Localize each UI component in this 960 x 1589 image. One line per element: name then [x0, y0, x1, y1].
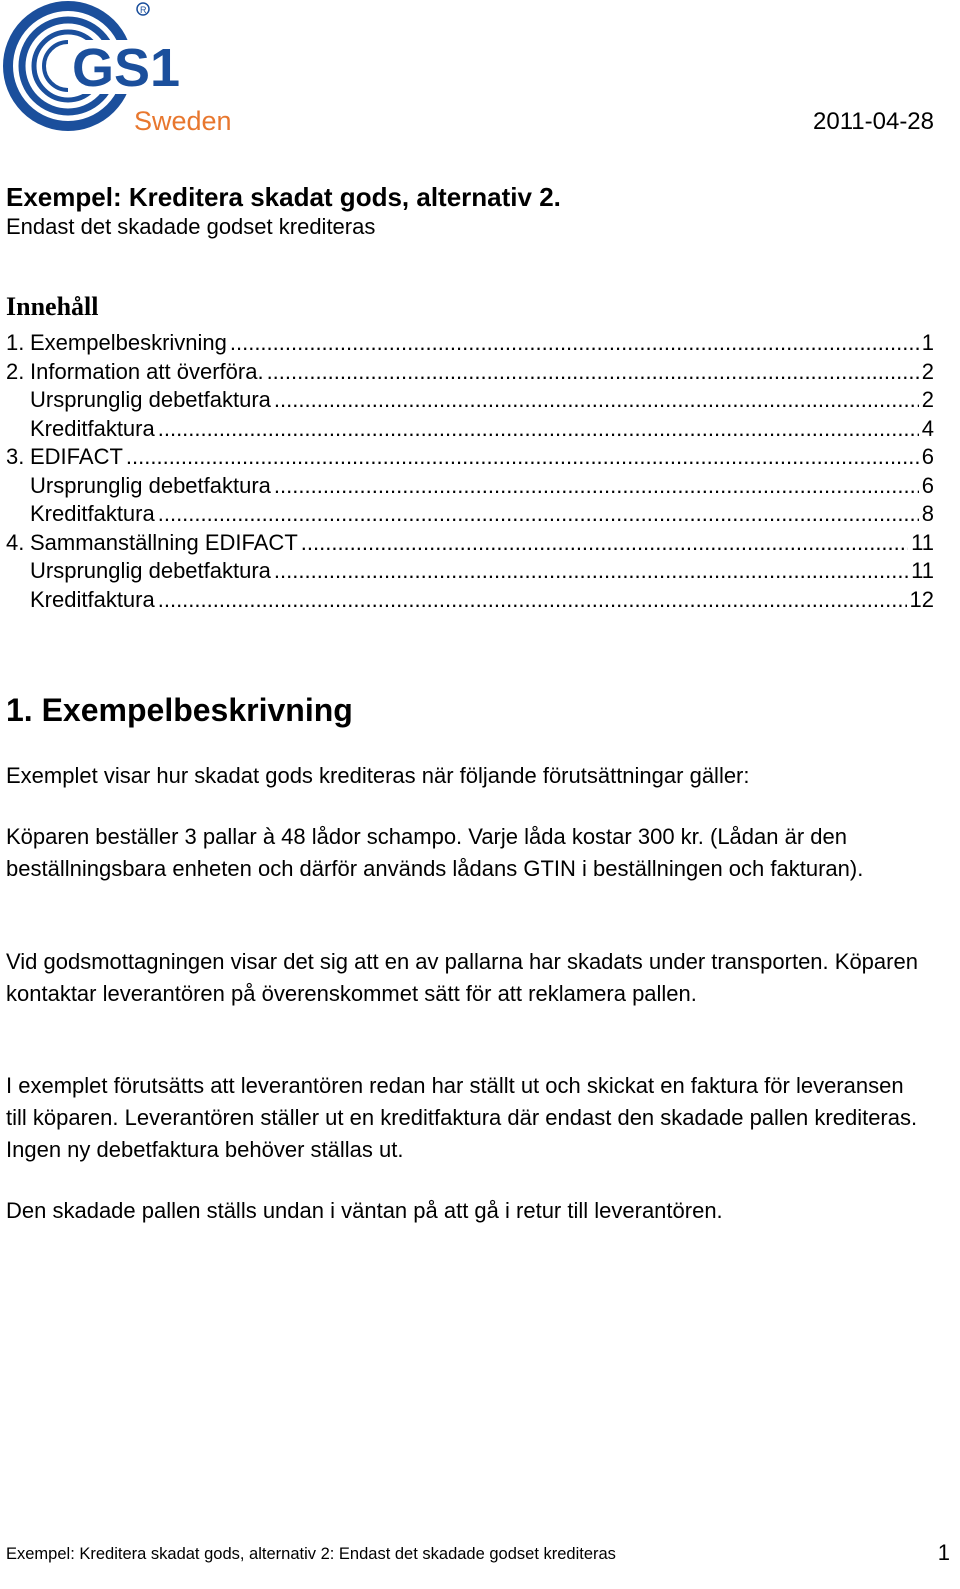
- page-number: 1: [937, 1540, 950, 1565]
- document-subtitle: Endast det skadade godset krediteras: [6, 214, 376, 239]
- toc-leader-dots: [126, 444, 919, 470]
- paragraph: Köparen beställer 3 pallar à 48 lådor schampo. Varje låda kostar 300 kr. (Lådan är den beställningsbara enheten och därför används lådans GTIN i beställningen och fakturan).: [6, 824, 864, 881]
- toc-item-page: 8: [921, 501, 934, 526]
- toc-item-number: 2.: [6, 358, 25, 384]
- toc-item-label: Kreditfaktura: [30, 415, 155, 441]
- toc-subitem[interactable]: [6, 587, 934, 616]
- toc-leader-dots: [158, 501, 919, 527]
- toc-leader-dots: [158, 587, 907, 613]
- logo-text: GS1: [72, 38, 181, 98]
- logo-subtitle: Sweden: [134, 106, 232, 136]
- paragraph: I exemplet förutsätts att leverantören redan har ställt ut och skickat en faktura för leveransen till köparen. Leverantören ställer ut en kreditfaktura där endast den skadade pallen krediteras. Ingen ny debetfaktura behöver ställas ut.: [6, 1073, 918, 1162]
- toc-item-label: Ursprunglig debetfaktura: [30, 558, 271, 583]
- toc-item-label: Ursprunglig debetfaktura: [30, 387, 271, 412]
- paragraph: Den skadade pallen ställs undan i väntan på att gå i retur till leverantören.: [6, 1198, 723, 1223]
- toc-item-page: 6: [921, 444, 934, 469]
- toc-item-label: Kreditfaktura: [30, 586, 155, 612]
- toc-item[interactable]: [6, 444, 934, 473]
- toc-item-page: 12: [909, 586, 934, 612]
- toc-leader-dots: [301, 530, 908, 556]
- paragraph: Vid godsmottagningen visar det sig att en av pallarna har skadats under transporten. Köparen kontaktar leverantören på överenskommet sätt för att reklamera pallen.: [6, 949, 918, 1006]
- document-date: 2011-04-28: [813, 108, 934, 135]
- toc-heading: Innehåll: [6, 292, 99, 321]
- toc-leader-dots: [274, 387, 919, 413]
- toc-item-label: Ursprunglig debetfaktura: [30, 472, 271, 498]
- toc-item-page: 2: [921, 358, 934, 384]
- toc-item-number: 3.: [6, 444, 25, 469]
- toc-subitem[interactable]: [6, 473, 934, 502]
- table-of-contents: [6, 330, 934, 615]
- toc-item-label: Sammanställning EDIFACT: [30, 529, 298, 555]
- toc-subitem[interactable]: [6, 501, 934, 530]
- toc-item-page: 11: [911, 529, 934, 555]
- toc-leader-dots: [274, 558, 908, 584]
- toc-item-label: Exempelbeskrivning: [30, 330, 227, 355]
- toc-item-number: 4.: [6, 529, 25, 555]
- paragraph: Exemplet visar hur skadat gods krediteras när följande förutsättningar gäller:: [6, 763, 750, 788]
- toc-leader-dots: [230, 330, 919, 356]
- toc-item-label: Kreditfaktura: [30, 501, 155, 526]
- toc-item[interactable]: [6, 359, 934, 388]
- section-heading: 1. Exempelbeskrivning: [6, 692, 353, 728]
- toc-item-number: 1.: [6, 330, 25, 355]
- toc-item-page: 2: [921, 387, 934, 412]
- toc-item-page: 6: [921, 472, 934, 498]
- toc-leader-dots: [274, 473, 919, 499]
- toc-item-label: EDIFACT: [30, 444, 123, 469]
- footer-text: Exempel: Kreditera skadat gods, alternativ 2: Endast det skadade godset krediteras: [6, 1545, 616, 1563]
- document-title: Exempel: Kreditera skadat gods, alternativ 2.: [6, 182, 561, 212]
- toc-item-page: 4: [921, 415, 934, 441]
- svg-text:R: R: [140, 5, 147, 15]
- toc-item-page: 11: [911, 558, 934, 583]
- toc-item-page: 1: [921, 330, 934, 355]
- toc-item[interactable]: [6, 530, 934, 559]
- toc-subitem[interactable]: [6, 387, 934, 416]
- toc-leader-dots: [267, 359, 919, 385]
- gs1-sweden-logo: [2, 0, 242, 140]
- toc-subitem[interactable]: [6, 416, 934, 445]
- toc-item[interactable]: [6, 330, 934, 359]
- toc-subitem[interactable]: [6, 558, 934, 587]
- toc-leader-dots: [158, 416, 919, 442]
- toc-item-label: Information att överföra.: [30, 358, 264, 384]
